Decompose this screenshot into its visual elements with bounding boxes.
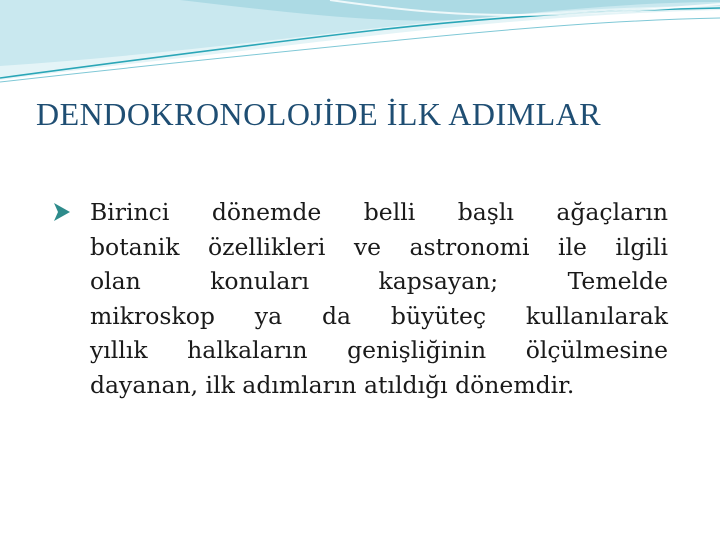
bullet-word: astronomi xyxy=(409,232,530,261)
bullet-line xyxy=(90,333,668,368)
bullet-word: büyüteç xyxy=(390,301,487,330)
bullet-word: kullanılarak xyxy=(525,301,668,330)
bullet-line xyxy=(90,195,668,230)
bullet-word: genişliğinin xyxy=(347,336,487,364)
bullet-word: yıllık xyxy=(90,336,148,364)
bullet-word: Temelde xyxy=(567,267,668,295)
bullet-word: botanik xyxy=(90,232,180,261)
bullet-word: ile xyxy=(557,232,587,261)
bullet-word: olan xyxy=(90,267,141,295)
bullet-word: ve xyxy=(353,232,382,261)
bullet-word: dönemde xyxy=(211,198,322,226)
bullet-word: konuları xyxy=(210,267,310,295)
bullet-word: belli xyxy=(363,198,416,226)
bullet-word: mikroskop xyxy=(90,301,215,330)
bullet-word: başlı xyxy=(457,198,514,226)
slide-title: DENDOKRONOLOJİDE İLK ADIMLAR xyxy=(36,96,602,132)
header-wave-decoration xyxy=(0,0,720,90)
arrow-bullet-icon xyxy=(52,201,72,223)
bullet-word: da xyxy=(321,301,352,330)
bullet-text: dayanan, ilk adımların atıldığı dönemdir. xyxy=(90,370,575,399)
bullet-word: ağaçların xyxy=(556,198,668,226)
bullet-word: halkaların xyxy=(187,336,308,364)
bullet-line xyxy=(90,368,668,403)
bullet-word: ölçülmesine xyxy=(525,336,668,364)
bullet-list xyxy=(52,195,668,402)
bullet-word: ilgili xyxy=(615,232,668,261)
bullet-word: özellikleri xyxy=(208,232,326,261)
bullet-word: ya xyxy=(254,301,283,330)
bullet-item xyxy=(52,195,668,402)
bullet-word: Birinci xyxy=(90,198,170,226)
bullet-word: kapsayan; xyxy=(378,267,499,295)
bullet-line xyxy=(90,299,668,334)
bullet-line xyxy=(90,264,668,299)
bullet-line xyxy=(90,230,668,265)
